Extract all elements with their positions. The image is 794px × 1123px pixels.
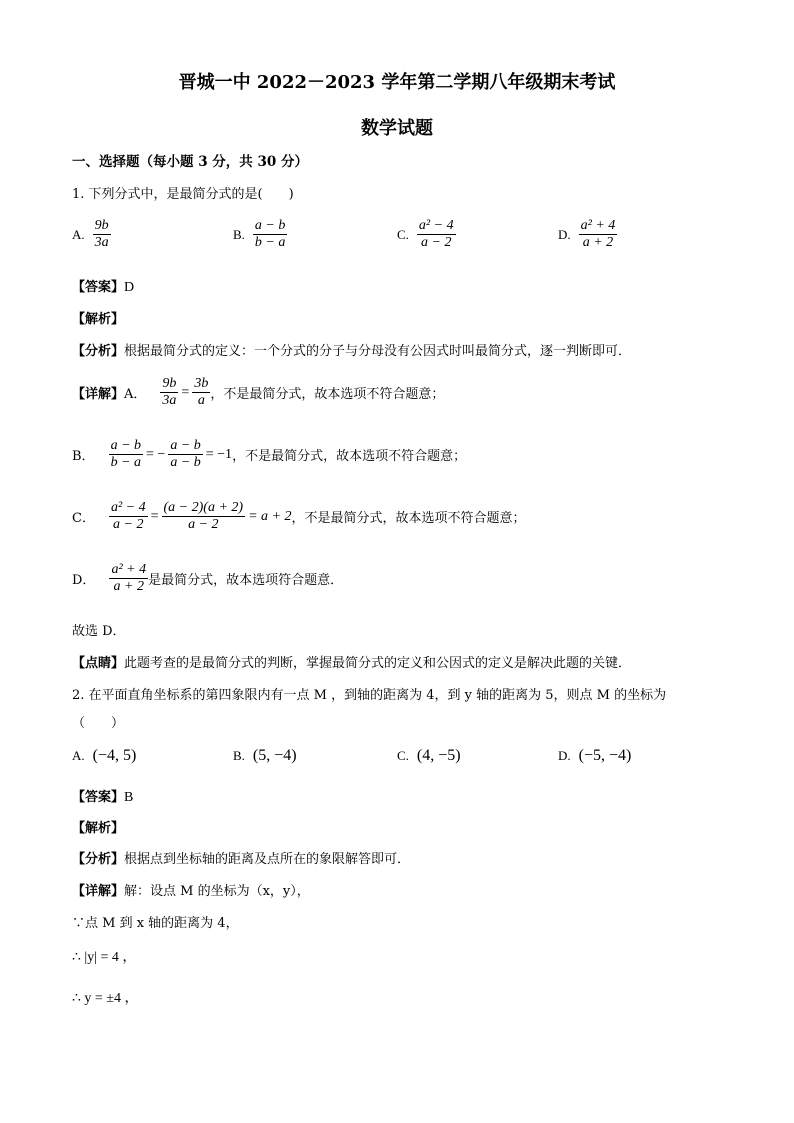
fraction: $\frac{a - b}{b - a}$ (110, 438, 142, 471)
q1-option-a (72, 218, 111, 251)
option-label: C. (397, 226, 409, 242)
q1-fenxi: 【分析】根据最简分式的定义：一个分式的分子与分母没有公因式时叫最简分式，逐一判断即可． (72, 344, 632, 359)
fraction: $\frac{\text{a² + 4}}{a + 2}$ (111, 562, 147, 595)
q1-choose: 故选 D． (72, 624, 126, 639)
option-value: (4, −5) (416, 747, 461, 764)
q1-detail-d: D． $\frac{\text{a² + 4}}{a + 2}$ 是最简分式，故本选项符合题意． (72, 562, 344, 595)
q1-option-c (397, 218, 456, 251)
q2-answer: 【答案】B (72, 790, 134, 805)
fraction: $\frac{3b}{a}$ (194, 376, 209, 409)
option-label: D. (558, 748, 571, 763)
q2-stem: 2. 在平面直角坐标系的第四象限内有一点 M ，到轴的距离为 4，到 y 轴的距离为 5，则点 M 的坐标为 (72, 688, 667, 703)
fraction: $\frac{9b}{3a}$ (94, 218, 109, 251)
option-label: C. (397, 748, 409, 763)
q2-option-b (233, 747, 297, 765)
option-value: (−5, −4) (578, 747, 632, 764)
q2-option-d (558, 747, 631, 765)
fraction: $\frac{\text{a² − 4}}{a - 2}$ (110, 500, 146, 533)
option-label: A. (72, 226, 85, 242)
q1-answer: 【答案】D (72, 280, 135, 295)
q2-option-a (72, 747, 136, 765)
q1-detail-c: C． $\frac{\text{a² − 4}}{a - 2}$ = $\frac{(a - 2)(a + 2)}{a - 2}$ = a + 2 ，不是最简分式，故本选项不符合题意； (72, 500, 526, 533)
q1-detail-b: B． $\frac{a - b}{b - a}$ = − $\frac{a - b}{a - b}$ = −1 ，不是最简分式，故本选项不符合题意； (72, 438, 467, 471)
option-value: (5, −4) (252, 747, 297, 764)
section-heading: 一、选择题（每小题 3 分，共 30 分） (72, 154, 308, 170)
q1-option-b (233, 218, 287, 251)
fraction: $\frac{\text{a² + 4}}{a + 2}$ (580, 218, 616, 251)
q2-stem-paren: （ ） (72, 716, 125, 731)
fraction: $\frac{9b}{3a}$ (162, 376, 177, 409)
option-label: D. (558, 226, 571, 242)
fraction: $\frac{(a - 2)(a + 2)}{a - 2}$ (163, 500, 244, 533)
fraction: $\frac{a - b}{a - b}$ (170, 438, 201, 471)
q1-detail-a: 【详解】 A． $\frac{9b}{3a}$ = $\frac{3b}{a}$ ，不是最简分式，故本选项不符合题意； (72, 376, 445, 409)
q1-stem: 1. 下列分式中，是最简分式的是( ) (72, 187, 294, 202)
page-subtitle: 数学试题 (361, 118, 433, 139)
q2-option-c (397, 747, 461, 765)
fraction: $\frac{\text{a² − 4}}{a - 2}$ (418, 218, 454, 251)
q2-fenxi: 【分析】根据点到坐标轴的距离及点所在的象限解答即可． (72, 852, 411, 867)
fraction: $\frac{a - b}{b - a}$ (254, 218, 286, 251)
q2-detail: 【详解】解：设点 M 的坐标为（x，y）， (72, 884, 310, 899)
q2-line-1: ∵点 M 到 x 轴的距离为 4， (72, 916, 239, 931)
q1-analysis-tag: 【解析】 (72, 312, 125, 327)
q2-analysis-tag: 【解析】 (72, 821, 125, 836)
option-value: (−4, 5) (92, 747, 137, 764)
q1-comment: 【点睛】此题考查的是最简分式的判断，掌握最简分式的定义和公因式的定义是解决此题的关键． (72, 656, 632, 671)
q2-line-2: ∴ |y| = 4 ， (72, 950, 137, 965)
q1-option-d (558, 218, 617, 251)
page-title: 晋城一中 2022－2023 学年第二学期八年级期末考试 (178, 72, 616, 93)
option-label: A. (72, 748, 85, 763)
option-label: B. (233, 226, 245, 242)
option-label: B. (233, 748, 245, 763)
q2-line-3: ∴ y = ±4 ， (72, 991, 139, 1006)
